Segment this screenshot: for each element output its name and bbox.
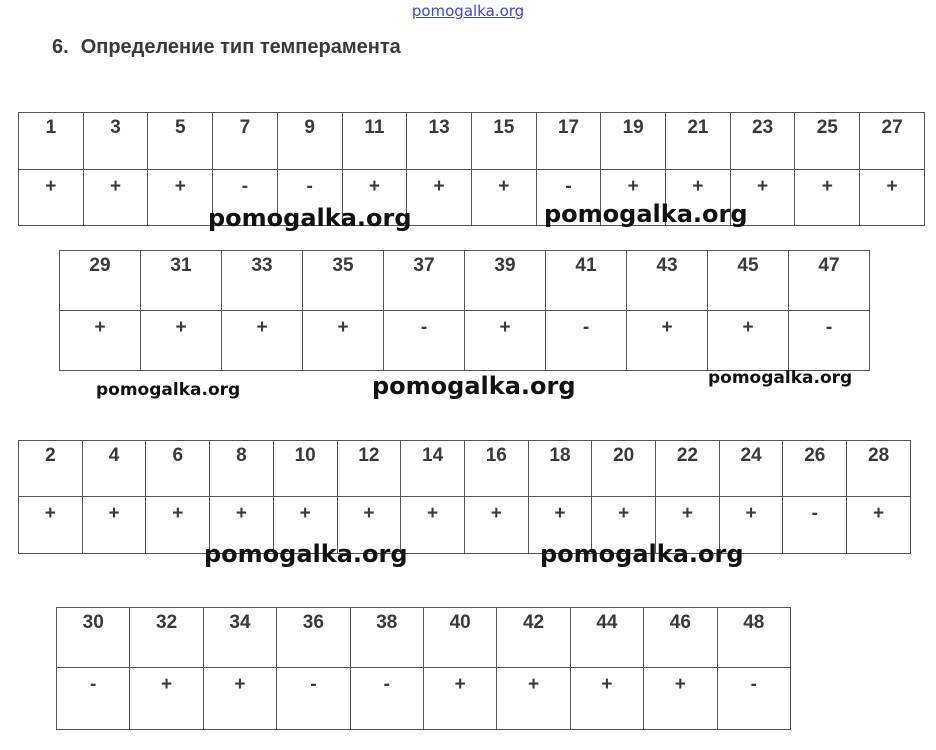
- watermark: pomogalka.org: [96, 380, 241, 400]
- question-number-cell: 41: [546, 251, 627, 311]
- question-number-cell: 25: [795, 113, 860, 170]
- answer-cell: -: [789, 311, 870, 371]
- watermark: pomogalka.org: [372, 372, 576, 400]
- question-number-cell: 3: [83, 113, 148, 170]
- question-number-cell: 36: [277, 608, 350, 668]
- question-number-cell: 32: [130, 608, 203, 668]
- answer-cell: +: [210, 497, 274, 554]
- answer-cell: +: [222, 311, 303, 371]
- question-number-cell: 38: [350, 608, 423, 668]
- answers-table-even-2: [56, 607, 791, 730]
- answer-cell: +: [60, 311, 141, 371]
- answer-cell: -: [213, 170, 278, 226]
- question-number-cell: 17: [536, 113, 601, 170]
- answer-row: [57, 668, 791, 730]
- answer-cell: +: [273, 497, 337, 554]
- question-number-cell: 31: [141, 251, 222, 311]
- watermark: pomogalka.org: [540, 540, 744, 568]
- question-number-cell: 47: [789, 251, 870, 311]
- answer-cell: -: [536, 170, 601, 226]
- answer-cell: +: [130, 668, 203, 730]
- answer-cell: +: [627, 311, 708, 371]
- answer-row: [60, 311, 870, 371]
- answer-cell: +: [847, 497, 911, 554]
- answer-cell: +: [644, 668, 717, 730]
- question-number-cell: 12: [337, 441, 401, 497]
- question-number-cell: 21: [666, 113, 731, 170]
- question-number-cell: 45: [708, 251, 789, 311]
- answer-cell: +: [203, 668, 276, 730]
- watermark: pomogalka.org: [708, 368, 853, 388]
- question-number-cell: 29: [60, 251, 141, 311]
- question-number-cell: 20: [592, 441, 656, 497]
- question-number-cell: 30: [57, 608, 130, 668]
- question-number-cell: 8: [210, 441, 274, 497]
- answer-cell: +: [337, 497, 401, 554]
- answer-cell: +: [465, 311, 546, 371]
- answer-cell: +: [656, 497, 720, 554]
- answer-cell: +: [407, 170, 472, 226]
- question-number-cell: 40: [423, 608, 496, 668]
- answer-cell: +: [141, 311, 222, 371]
- answer-cell: +: [795, 170, 860, 226]
- question-number-cell: 44: [570, 608, 643, 668]
- question-number-cell: 10: [273, 441, 337, 497]
- answer-cell: +: [719, 497, 783, 554]
- watermark: pomogalka.org: [544, 200, 748, 228]
- question-number-cell: 16: [464, 441, 528, 497]
- question-number-cell: 18: [528, 441, 592, 497]
- answer-cell: +: [148, 170, 213, 226]
- answer-cell: -: [57, 668, 130, 730]
- answer-cell: +: [401, 497, 465, 554]
- question-number-cell: 4: [82, 441, 146, 497]
- answer-cell: +: [83, 170, 148, 226]
- answer-cell: -: [717, 668, 790, 730]
- section-title: Определение тип темперамента: [80, 36, 401, 58]
- answer-cell: +: [464, 497, 528, 554]
- question-number-cell: 26: [783, 441, 847, 497]
- answers-table-odd-2: [59, 250, 870, 371]
- question-number-cell: 23: [730, 113, 795, 170]
- question-number-cell: 48: [717, 608, 790, 668]
- question-number-cell: 2: [19, 441, 83, 497]
- answer-cell: +: [497, 668, 570, 730]
- question-number-cell: 42: [497, 608, 570, 668]
- answer-cell: -: [384, 311, 465, 371]
- answer-cell: +: [730, 170, 795, 226]
- answer-cell: +: [592, 497, 656, 554]
- page-title: [52, 36, 401, 59]
- question-number-cell: 19: [601, 113, 666, 170]
- answer-row: [19, 170, 925, 226]
- question-number-cell: 43: [627, 251, 708, 311]
- watermark: pomogalka.org: [204, 540, 408, 568]
- section-number: 6.: [52, 36, 69, 58]
- site-header-link[interactable]: pomogalka.org: [411, 2, 525, 20]
- answer-cell: +: [666, 170, 731, 226]
- answer-cell: +: [708, 311, 789, 371]
- answer-cell: +: [303, 311, 384, 371]
- answer-cell: +: [423, 668, 496, 730]
- answer-cell: -: [277, 668, 350, 730]
- question-number-cell: 46: [644, 608, 717, 668]
- question-number-row: [19, 441, 911, 497]
- answer-cell: +: [146, 497, 210, 554]
- answers-table-even-1: [18, 440, 911, 554]
- question-number-row: [19, 113, 925, 170]
- question-number-cell: 27: [860, 113, 925, 170]
- question-number-row: [57, 608, 791, 668]
- answer-cell: +: [570, 668, 643, 730]
- question-number-cell: 33: [222, 251, 303, 311]
- question-number-cell: 15: [471, 113, 536, 170]
- question-number-cell: 9: [277, 113, 342, 170]
- answer-cell: +: [342, 170, 407, 226]
- question-number-cell: 35: [303, 251, 384, 311]
- answers-table-odd-1: [18, 112, 925, 226]
- question-number-row: [60, 251, 870, 311]
- question-number-cell: 39: [465, 251, 546, 311]
- watermark: pomogalka.org: [208, 204, 412, 232]
- answer-cell: -: [783, 497, 847, 554]
- question-number-cell: 11: [342, 113, 407, 170]
- answer-cell: -: [546, 311, 627, 371]
- answer-cell: +: [19, 497, 83, 554]
- answer-cell: -: [277, 170, 342, 226]
- question-number-cell: 14: [401, 441, 465, 497]
- answer-cell: +: [601, 170, 666, 226]
- question-number-cell: 24: [719, 441, 783, 497]
- question-number-cell: 34: [203, 608, 276, 668]
- answer-cell: +: [19, 170, 84, 226]
- answer-cell: +: [528, 497, 592, 554]
- question-number-cell: 6: [146, 441, 210, 497]
- question-number-cell: 37: [384, 251, 465, 311]
- question-number-cell: 13: [407, 113, 472, 170]
- answer-cell: -: [350, 668, 423, 730]
- answer-cell: +: [82, 497, 146, 554]
- answer-row: [19, 497, 911, 554]
- question-number-cell: 28: [847, 441, 911, 497]
- question-number-cell: 7: [213, 113, 278, 170]
- question-number-cell: 5: [148, 113, 213, 170]
- question-number-cell: 22: [656, 441, 720, 497]
- answer-cell: +: [860, 170, 925, 226]
- answer-cell: +: [471, 170, 536, 226]
- question-number-cell: 1: [19, 113, 84, 170]
